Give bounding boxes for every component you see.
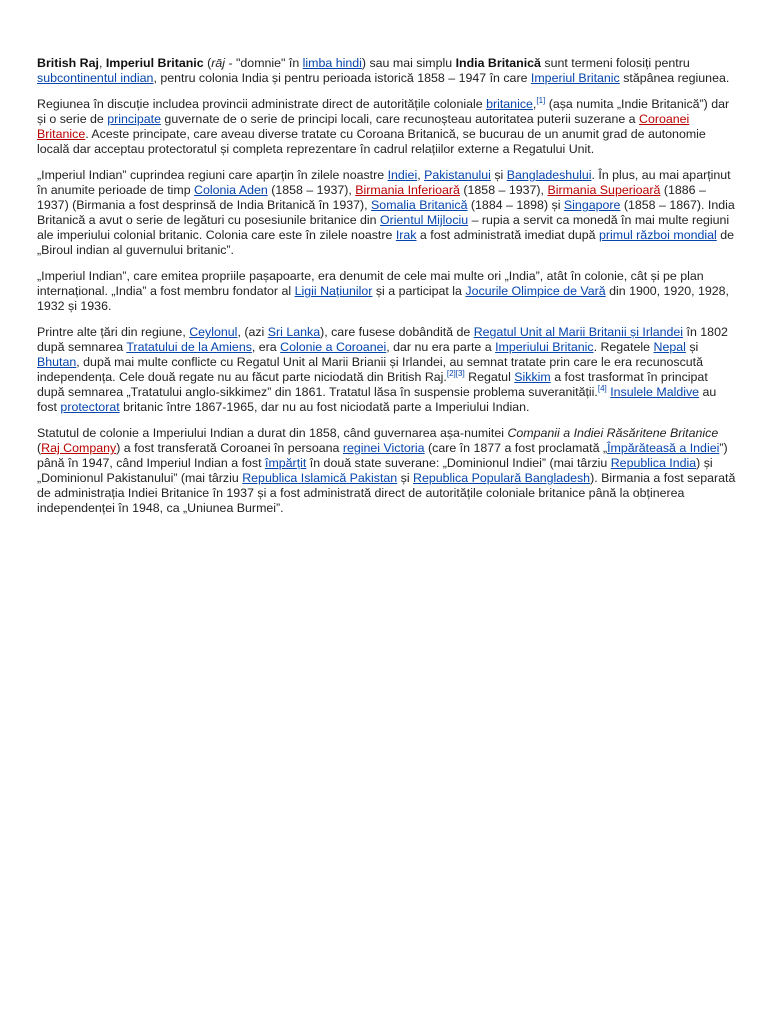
link-imperiului-britanic[interactable]: Imperiului Britanic: [495, 340, 594, 354]
link-bangladeshului[interactable]: Bangladeshului: [506, 168, 592, 182]
link-sikkim[interactable]: Sikkim: [514, 370, 551, 384]
article-body: [37, 56, 737, 527]
link-bhutan[interactable]: Bhutan: [37, 355, 77, 369]
link-colonie-coroanei[interactable]: Colonie a Coroanei: [280, 340, 387, 354]
link-raj-company[interactable]: Raj Company: [41, 441, 117, 455]
term-british-raj: British Raj: [37, 56, 99, 70]
paragraph-statutul: Statutul de colonie a Imperiului Indian a durat din 1858, când guvernarea așa-numitei Companii a Indiei Răsăritene Britanice (Raj Company) a fost transferată Coroanei în persoana reginei Victoria (care în 1877 a fost proclamată „Împărăteasă a Indiei”) până în 1947, când Imperiul Indian a fost împărțit în două state suverane: „Dominionul Indiei” (mai târziu Republica India) și „Dominionul Pakistanului” (mai târziu Republica Islamică Pakistan și Republica Populară Bangladesh). Birmania a fost separată de administrația Indiei Britanice în 1937 și a fost administrată direct de autoritățile coloniale britanice până la obținerea independenței în 1948, ca „Uniunea Burmei”.: [37, 426, 736, 515]
link-imparateasa-indiei[interactable]: Împărăteasă a Indiei: [607, 441, 720, 455]
term-imperiul-britanic: Imperiul Britanic: [105, 56, 204, 70]
reference-4: [598, 384, 607, 393]
link-nepal[interactable]: Nepal: [653, 340, 686, 354]
link-subcontinentul-indian[interactable]: subcontinentul indian: [37, 71, 154, 85]
link-reginei-victoria[interactable]: reginei Victoria: [342, 441, 425, 455]
term-companii-indiei: Companii a Indiei Răsăritene Britanice: [507, 426, 719, 440]
reference-2: [447, 369, 456, 378]
link-somalia-britanica[interactable]: Somalia Britanică: [371, 198, 468, 212]
link-insulele-maldive[interactable]: Insulele Maldive: [610, 385, 700, 399]
paragraph-intro: British Raj, Imperiul Britanic (rāj - "domnie" în limba hindi) sau mai simplu India Britanică sunt termeni folosiți pentru subcontinentul indian, pentru colonia India și pentru perioada istorică 1858 – 1947 în care Imperiul Britanic stăpânea regiunea.: [37, 56, 730, 85]
link-coroanei-britanice[interactable]: Coroanei Britanice: [37, 112, 690, 141]
term-india-britanica: India Britanică: [455, 56, 541, 70]
reference-3-link[interactable]: [3]: [455, 368, 465, 378]
link-republica-pakistan[interactable]: Republica Islamică Pakistan: [242, 471, 398, 485]
link-impartit[interactable]: împărțit: [265, 456, 307, 470]
link-birmania-superioara[interactable]: Birmania Superioară: [547, 183, 661, 197]
link-irak[interactable]: Irak: [395, 228, 417, 242]
reference-1: [536, 96, 545, 105]
link-ligii-natiunilor[interactable]: Ligii Națiunilor: [294, 284, 373, 298]
link-republica-bangladesh[interactable]: Republica Populară Bangladesh: [413, 471, 591, 485]
link-regatul-unit[interactable]: Regatul Unit al Marii Britanii și Irlandei: [473, 325, 684, 339]
link-principate[interactable]: principate: [107, 112, 161, 126]
paragraph-imperiul-indian: „Imperiul Indian” cuprindea regiuni care aparțin în zilele noastre Indiei, Pakistanului și Bangladeshului. În plus, au mai aparținut în anumite perioade de timp Colonia Aden (1858 – 1937), Birmania Inferioară (1858 – 1937), Birmania Superioară (1886 – 1937) (Birmania a fost desprinsă de India Britanică în 1937), Somalia Britanică (1884 – 1898) și Singapore (1858 – 1867). India Britanică a avut o serie de legături cu posesiunile britanice din Orientul Mijlociu – rupia a servit ca monedă în mai multe regiuni ale imperiului colonial britanic. Colonia care este în zilele noastre Irak a fost administrată imediat după primul război mondial de „Biroul indian al guvernului britanic”.: [37, 168, 735, 257]
reference-1-link[interactable]: [1]: [536, 95, 546, 105]
link-primul-razboi-mondial[interactable]: primul război mondial: [599, 228, 717, 242]
paragraph-alte-tari: Printre alte țări din regiune, Ceylonul, (azi Sri Lanka), care fusese dobândită de Regatul Unit al Marii Britanii și Irlandei în 1802 după semnarea Tratatului de la Amiens, era Colonie a Coroanei, dar nu era parte a Imperiului Britanic. Regatele Nepal și Bhutan, după mai multe conflicte cu Regatul Unit al Marii Brianii și Irlandei, au semnat tratate prin care le era recunoscută independența. Cele două regate nu au făcut parte niciodată din British Raj.[2][3] Regatul Sikkim a fost trasformat în principat după semnarea „Tratatului anglo-sikkimez” din 1861. Tratatul lăsa în suspensie problema suveranității.[4] Insulele Maldive au fost protectorat britanic între 1867-1965, dar nu au fost niciodată parte a Imperiului Indian.: [37, 325, 728, 414]
paragraph-regiunea: Regiunea în discuție includea provincii administrate direct de autoritățile coloniale britanice,[1] (așa numita „Indie Britanică”) dar și o serie de principate guvernate de o serie de principi locali, care recunoșteau autoritatea puterii suzerane a Coroanei Britanice. Aceste principate, care aveau diverse tratate cu Coroana Britanică, se bucurau de un anumit grad de autonomie locală dar acceptau protectoratul și completa reprezentare în cadrul relațiilor externe a Regatului Unit.: [37, 95, 730, 156]
reference-4-link[interactable]: [4]: [597, 383, 607, 393]
link-pakistanului[interactable]: Pakistanului: [424, 168, 491, 182]
link-ceylonul[interactable]: Ceylonul: [189, 325, 238, 339]
link-indiei[interactable]: Indiei: [387, 168, 418, 182]
link-colonia-aden[interactable]: Colonia Aden: [194, 183, 268, 197]
reference-2-link[interactable]: [2]: [446, 368, 456, 378]
link-protectorat[interactable]: protectorat: [60, 400, 120, 414]
link-imperiul-britanic[interactable]: Imperiul Britanic: [530, 71, 620, 85]
link-tratatul-amiens[interactable]: Tratatului de la Amiens: [126, 340, 252, 354]
link-jocurile-olimpice[interactable]: Jocurile Olimpice de Vară: [465, 284, 606, 298]
link-birmania-inferioara[interactable]: Birmania Inferioară: [355, 183, 460, 197]
paragraph-pasapoarte: „Imperiul Indian”, care emitea propriile pașapoarte, era denumit de cele mai multe ori „India”, atât în colonie, cât și pe plan internațional. „India” a fost membru fondator al Ligii Națiunilor și a participat la Jocurile Olimpice de Vară din 1900, 1920, 1928, 1932 și 1936.: [37, 269, 729, 313]
link-limba-hindi[interactable]: limba hindi: [302, 56, 362, 70]
link-britanice[interactable]: britanice: [486, 97, 533, 111]
link-republica-india[interactable]: Republica India: [610, 456, 697, 470]
link-sri-lanka[interactable]: Sri Lanka: [267, 325, 321, 339]
link-singapore[interactable]: Singapore: [563, 198, 621, 212]
link-orientul-mijlociu[interactable]: Orientul Mijlociu: [380, 213, 469, 227]
reference-3: [456, 369, 465, 378]
